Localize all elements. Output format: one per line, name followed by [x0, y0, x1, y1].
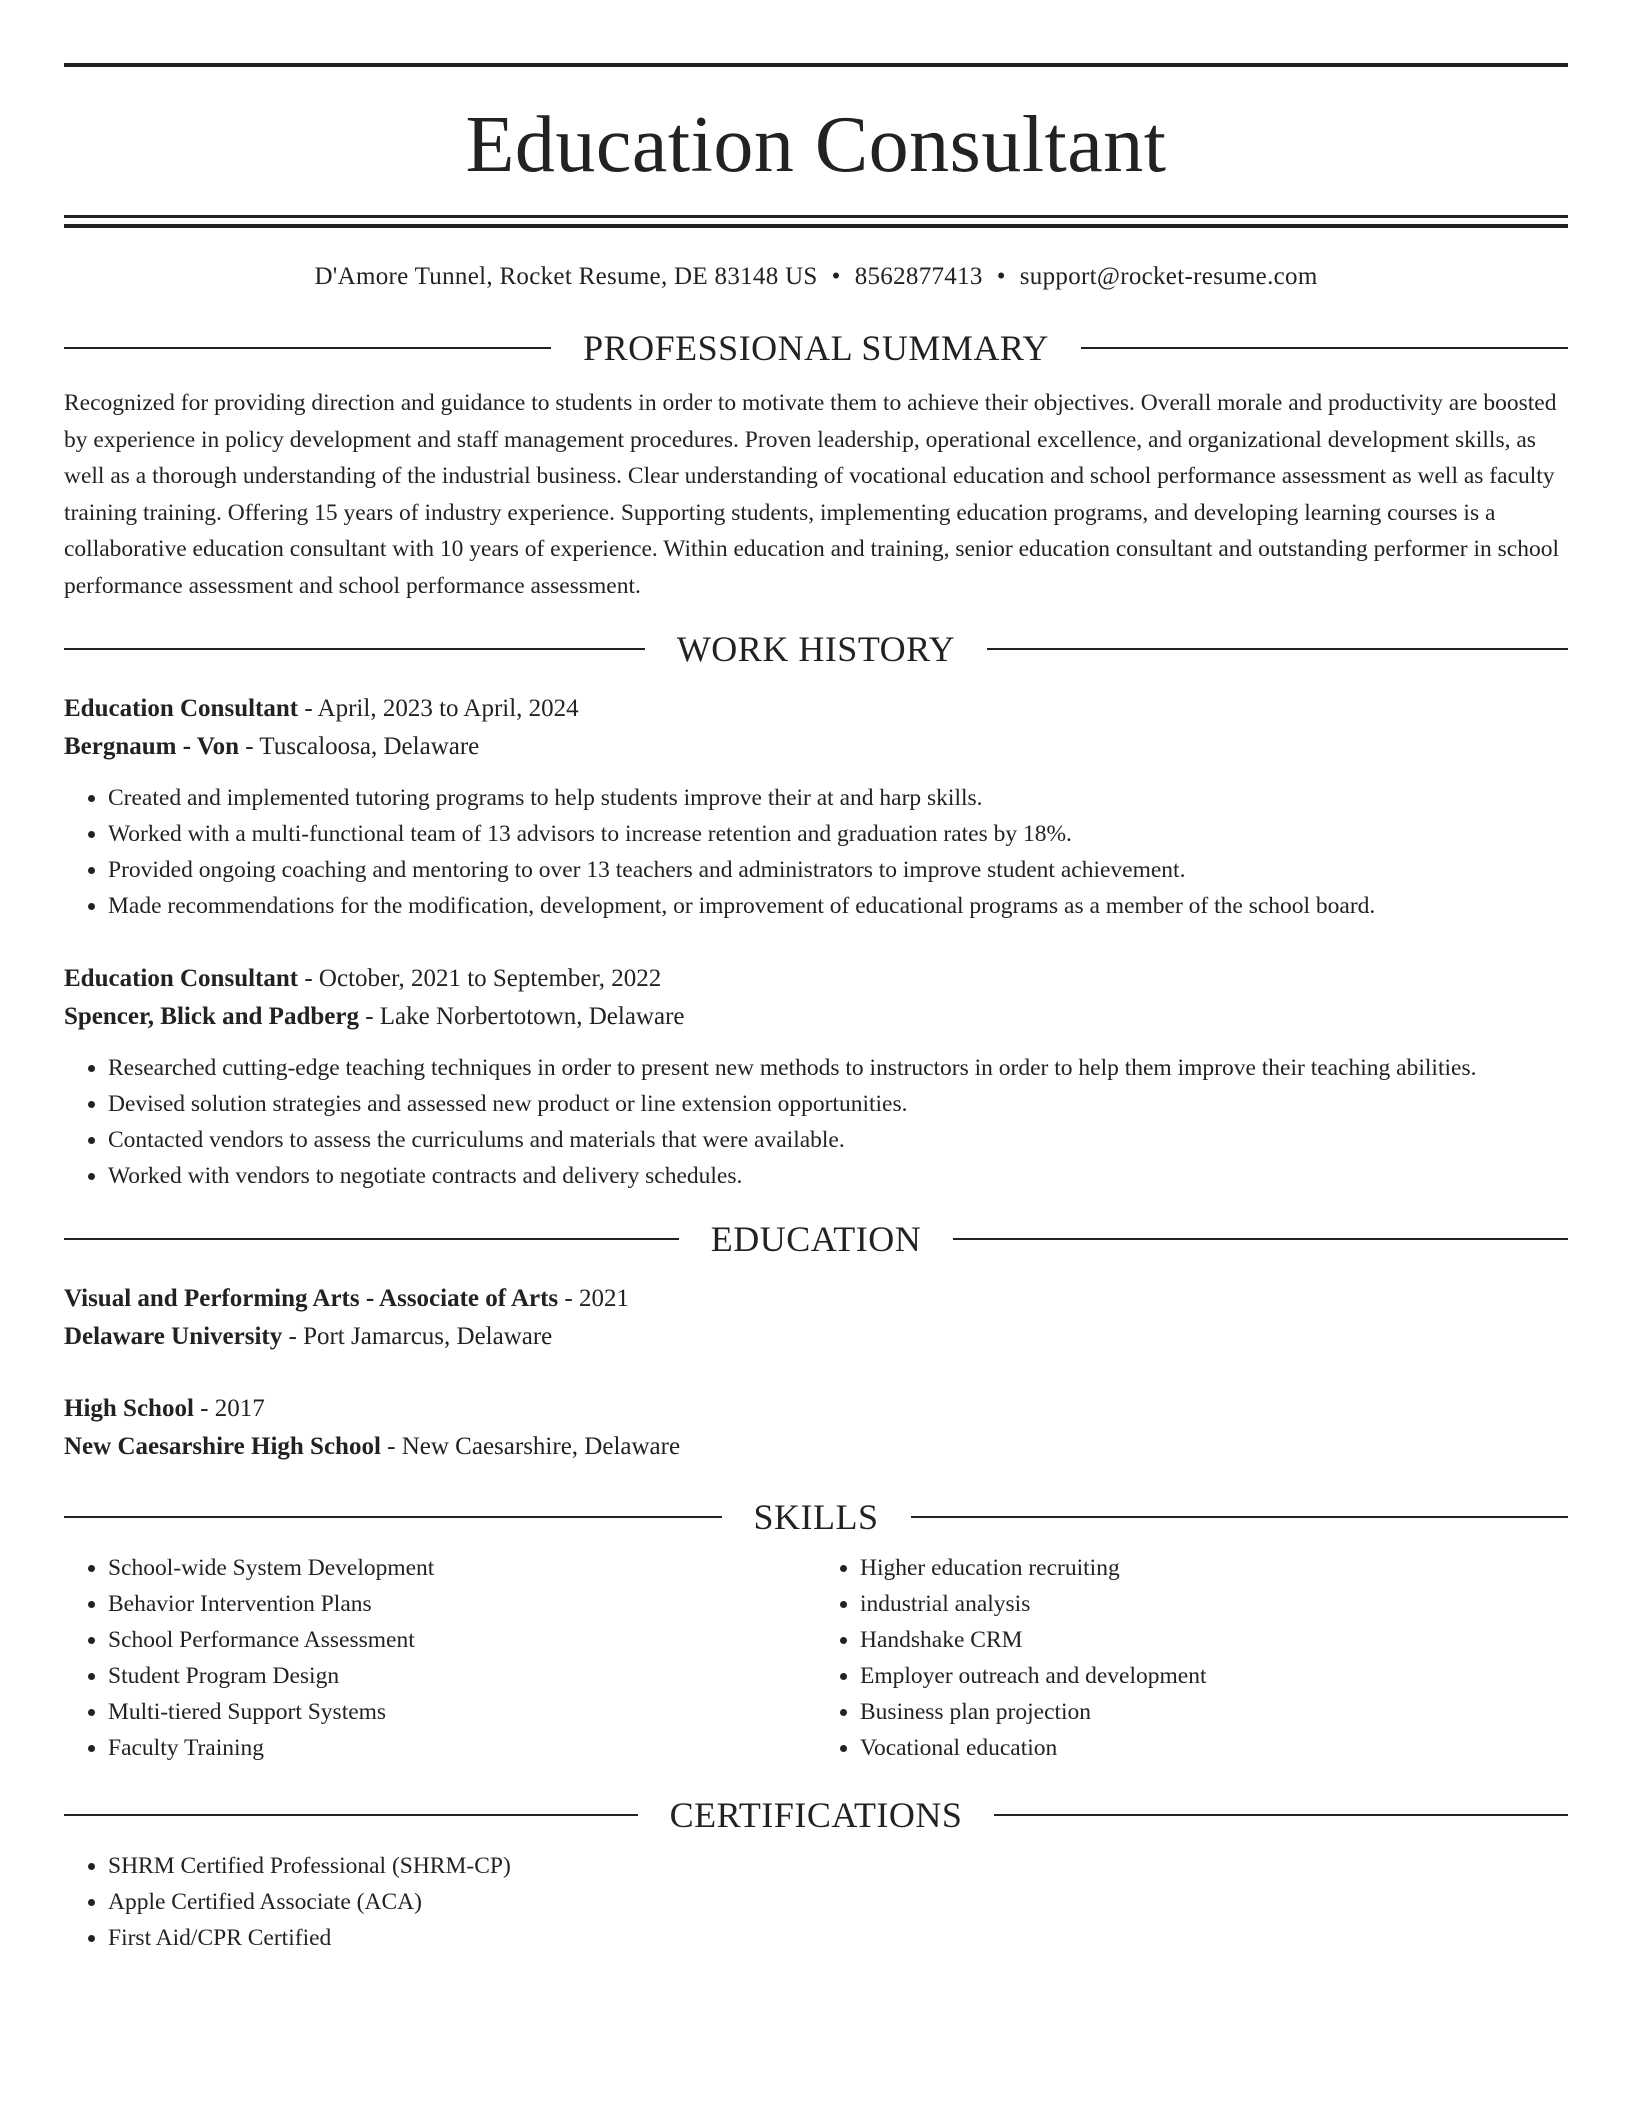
section-title: SKILLS [753, 1497, 879, 1537]
education-entry [64, 1390, 1568, 1466]
divider [64, 1814, 638, 1816]
section-title: EDUCATION [710, 1219, 922, 1259]
skill-item: • Multi-tiered Support Systems [108, 1694, 816, 1730]
section-heading-education [64, 1216, 1568, 1262]
summary-text: Recognized for providing direction and guidance to students in order to motivate them to achieve their objectives. Overall morale and productivity are boosted by experience in policy development and staff management procedures. Proven leadership, operational excellence, and organizational development skills, as well as a thorough understanding of the industrial business. Clear understanding of vocational education and school performance assessment as well as faculty training training. Offering 15 years of industry experience. Supporting students, implementing education programs, and developing learning courses is a collaborative education consultant with 10 years of experience. Within education and training, senior education consultant and outstanding performer in school performance assessment and school performance assessment. [64, 390, 1559, 599]
job-bullets [64, 1050, 1568, 1194]
list-item: • Devised solution strategies and assessed new product or line extension opportunities. [108, 1086, 1568, 1122]
contact-separator: • [996, 263, 1006, 290]
education-school-line [64, 1428, 1568, 1466]
certification-item: • First Aid/CPR Certified [108, 1920, 1568, 1956]
header-top-rule [64, 63, 1568, 67]
education-degree-line [64, 1280, 1568, 1318]
section-heading-work [64, 626, 1568, 672]
skill-item: • Faculty Training [108, 1730, 816, 1766]
education-location: - Port Jamarcus, Delaware [282, 1323, 553, 1350]
job-dates: - October, 2021 to September, 2022 [298, 965, 662, 992]
divider [64, 1238, 679, 1240]
section-heading-summary [64, 325, 1568, 371]
job-title-line [64, 960, 1568, 998]
divider [994, 1814, 1568, 1816]
skills-columns [64, 1550, 1568, 1766]
section-title: PROFESSIONAL SUMMARY [583, 328, 1049, 368]
work-history-list [64, 690, 1568, 1194]
skill-item: • School Performance Assessment [108, 1622, 816, 1658]
job-title-line [64, 690, 1568, 728]
section-title: WORK HISTORY [676, 629, 956, 669]
skill-item: • industrial analysis [860, 1586, 1568, 1622]
section-title: CERTIFICATIONS [669, 1795, 963, 1835]
job-company: Bergnaum - Von [64, 733, 240, 760]
header-rule [64, 215, 1568, 218]
job-company-line [64, 998, 1568, 1036]
skills-list-left [64, 1550, 816, 1766]
job-company: Spencer, Blick and Padberg [64, 1003, 359, 1030]
divider [64, 1516, 722, 1518]
divider [1081, 347, 1568, 349]
education-school-line [64, 1318, 1568, 1356]
certification-item: • Apple Certified Associate (ACA) [108, 1884, 1568, 1920]
section-heading-skills [64, 1494, 1568, 1540]
skill-item: • Handshake CRM [860, 1622, 1568, 1658]
list-item: • Provided ongoing coaching and mentoring to over 13 teachers and administrators to improve student achievement. [108, 852, 1568, 888]
education-degree: Visual and Performing Arts - Associate of Arts [64, 1285, 559, 1312]
job-location: - Lake Norbertotown, Delaware [358, 1003, 685, 1030]
education-year: - 2017 [193, 1395, 265, 1422]
contact-phone: 8562877413 [854, 263, 983, 290]
education-degree: High School [64, 1395, 194, 1422]
skill-item: • Student Program Design [108, 1658, 816, 1694]
skill-item: • Higher education recruiting [860, 1550, 1568, 1586]
job-title: Education Consultant [64, 695, 299, 722]
divider [987, 648, 1568, 650]
education-school: Delaware University [64, 1323, 283, 1350]
job-bullets [64, 780, 1568, 924]
education-school: New Caesarshire High School [64, 1433, 381, 1460]
job-company-line [64, 728, 1568, 766]
resume-page [64, 63, 1568, 1956]
skill-item: • Employer outreach and development [860, 1658, 1568, 1694]
education-list [64, 1280, 1568, 1466]
divider [953, 1238, 1568, 1240]
job-dates: - April, 2023 to April, 2024 [298, 695, 579, 722]
list-item: • Worked with vendors to negotiate contracts and delivery schedules. [108, 1158, 1568, 1194]
contact-address: D'Amore Tunnel, Rocket Resume, DE 83148 US [314, 263, 818, 290]
job-location: - Tuscaloosa, Delaware [239, 733, 480, 760]
divider [64, 648, 645, 650]
education-location: - New Caesarshire, Delaware [380, 1433, 681, 1460]
job-entry [64, 690, 1568, 924]
skill-item: • Business plan projection [860, 1694, 1568, 1730]
skill-item: • Behavior Intervention Plans [108, 1586, 816, 1622]
certification-item: • SHRM Certified Professional (SHRM-CP) [108, 1848, 1568, 1884]
certifications-list [64, 1848, 1568, 1956]
list-item: • Made recommendations for the modification, development, or improvement of educational programs as a member of the school board. [108, 888, 1568, 924]
contact-separator: • [831, 263, 841, 290]
list-item: • Created and implemented tutoring programs to help students improve their at and harp skills. [108, 780, 1568, 816]
job-title: Education Consultant [64, 965, 299, 992]
contact-email: support@rocket-resume.com [1019, 263, 1318, 290]
divider [64, 347, 551, 349]
education-entry [64, 1280, 1568, 1356]
job-entry [64, 960, 1568, 1194]
contact-line [64, 261, 1568, 293]
divider [911, 1516, 1569, 1518]
education-year: - 2021 [558, 1285, 629, 1312]
list-item: • Researched cutting-edge teaching techniques in order to present new methods to instructors in order to help them improve their teaching abilities. [108, 1050, 1568, 1086]
skills-list-right [816, 1550, 1568, 1766]
section-heading-certifications [64, 1792, 1568, 1838]
header-rule-lower [64, 224, 1568, 228]
list-item: • Contacted vendors to assess the curriculums and materials that were available. [108, 1122, 1568, 1158]
education-degree-line [64, 1390, 1568, 1428]
list-item: • Worked with a multi-functional team of 13 advisors to increase retention and graduation rates by 18%. [108, 816, 1568, 852]
skill-item: • School-wide System Development [108, 1550, 816, 1586]
certifications-block [64, 1848, 1568, 1956]
skill-item: • Vocational education [860, 1730, 1568, 1766]
resume-title: Education Consultant [465, 101, 1167, 189]
